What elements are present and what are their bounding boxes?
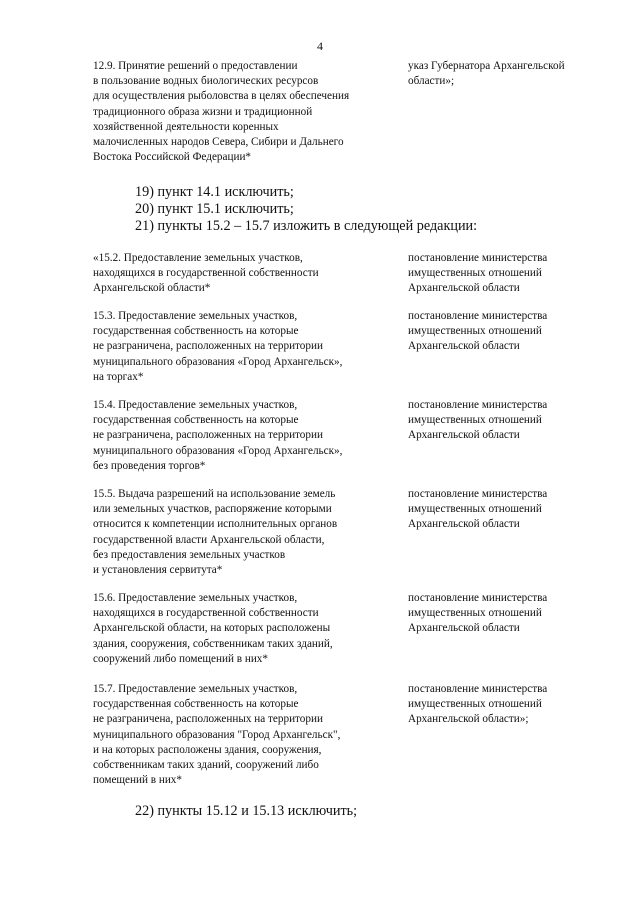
list-item-19: 19) пункт 14.1 исключить;	[135, 184, 294, 200]
row-description: 15.5. Выдача разрешений на использование земель или земельных участков, распоряжение которыми относится к компетенции исполнительных органов государственной власти Архангельской области, без предоставления земельных участков и установления сервитута*	[93, 488, 338, 577]
row-act: постановление министерства имущественных отношений Архангельской области	[408, 488, 548, 531]
list-item-21: 21) пункты 15.2 – 15.7 изложить в следующей редакции:	[135, 218, 478, 234]
row-act: постановление министерства имущественных отношений Архангельской области»;	[408, 683, 548, 726]
page-number: 4	[317, 39, 323, 53]
row-description: 15.3. Предоставление земельных участков, государственная собственность на которые не разграничена, расположенных на территории муниципального образования «Город Архангельск», на торгах*	[93, 310, 343, 383]
row-description: 15.4. Предоставление земельных участков, государственная собственность на которые не разграничена, расположенных на территории муниципального образования «Город Архангельск», без проведения торгов*	[93, 399, 343, 472]
row-act: постановление министерства имущественных отношений Архангельской области	[408, 399, 548, 442]
row-act: постановление министерства имущественных отношений Архангельской области	[408, 252, 548, 295]
row-act: постановление министерства имущественных отношений Архангельской области	[408, 310, 548, 353]
row-description: 15.6. Предоставление земельных участков, находящихся в государственной собственности Архангельской области, на которых расположены здания, сооружения, собственникам таких зданий, сооружений либо помещений в них*	[93, 592, 333, 665]
row-description: 12.9. Принятие решений о предоставлении в пользование водных биологических ресурсов для осуществления рыболовства в целях обеспечения традиционного образа жизни и традиционной хозяйственной деятельности коренных малочисленных народов Севера, Сибири и Дальнего Востока Российской Федерации*	[93, 60, 350, 164]
row-act: постановление министерства имущественных отношений Архангельской области	[408, 592, 548, 635]
row-act: указ Губернатора Архангельской области»;	[408, 60, 565, 88]
list-item-20: 20) пункт 15.1 исключить;	[135, 201, 294, 217]
list-item-22: 22) пункты 15.12 и 15.13 исключить;	[135, 803, 358, 819]
row-description: 15.7. Предоставление земельных участков, государственная собственность на которые не разграничена, расположенных на территории муниципального образования "Город Архангельск", и на которых расположены здания, сооружения, собственникам таких зданий, сооружений либо помещений в них*	[93, 683, 341, 787]
row-description: «15.2. Предоставление земельных участков, находящихся в государственной собственности Архангельской области*	[93, 252, 319, 295]
